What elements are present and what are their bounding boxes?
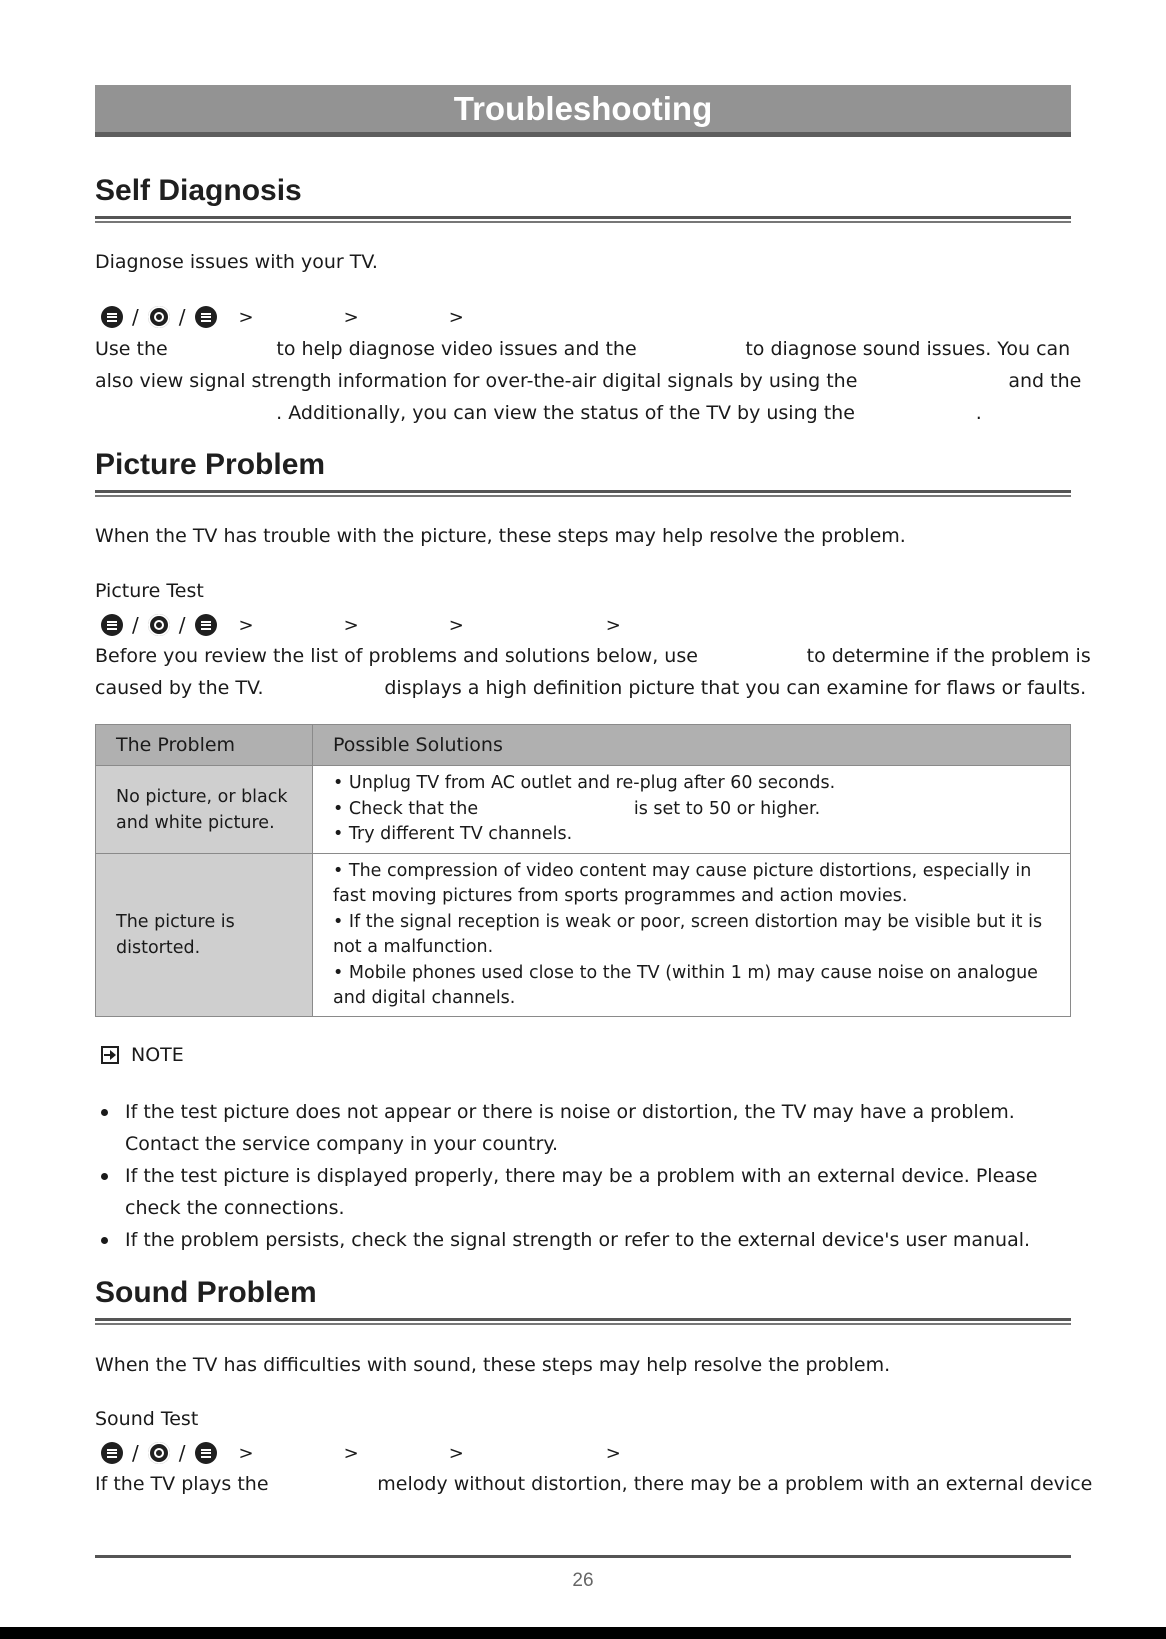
menu-icon (195, 614, 217, 636)
problem-cell: The picture is distorted. (96, 854, 313, 1017)
footer-divider (95, 1555, 1071, 1558)
solution-item: • Check that the is set to 50 or higher. (333, 798, 821, 819)
list-item: If the test picture is displayed properly, there may be a problem with an external device. Please check the connections. (95, 1160, 1071, 1224)
menu-path (95, 1439, 621, 1467)
path-separator: / (132, 1441, 139, 1465)
self-diagnosis-line: . Additionally, you can view the status of the TV by using the . (95, 402, 982, 424)
path-separator: / (178, 613, 186, 637)
section-title-sound-problem: Sound Problem (95, 1276, 317, 1309)
self-diagnosis-intro: Diagnose issues with your TV. (95, 251, 378, 273)
solution-item: • Unplug TV from AC outlet and re-plug after 60 seconds. (333, 773, 836, 794)
menu-icon (101, 1442, 123, 1464)
picture-problem-line: Before you review the list of problems and solutions below, use to determine if the problem is (95, 645, 1091, 667)
list-item: If the test picture does not appear or there is noise or distortion, the TV may have a problem. Contact the service company in your country. (95, 1096, 1071, 1160)
menu-icon (195, 1442, 217, 1464)
menu-path (95, 303, 464, 331)
scan-bottom-edge (0, 1627, 1166, 1639)
settings-gear-icon (148, 614, 170, 636)
path-separator: / (178, 1441, 186, 1465)
picture-test-label: Picture Test (95, 580, 204, 602)
path-separator: / (132, 613, 139, 637)
picture-problem-intro: When the TV has trouble with the picture, these steps may help resolve the problem. (95, 525, 906, 547)
path-arrow: > (343, 306, 359, 328)
table-row (96, 854, 1071, 1017)
path-arrow: > (238, 306, 254, 328)
section-title-picture-problem: Picture Problem (95, 448, 326, 481)
menu-icon (195, 306, 217, 328)
problem-cell: No picture, or black and white picture. (96, 766, 313, 854)
picture-problem-line: caused by the TV. displays a high definition picture that you can examine for flaws or faults. (95, 677, 1087, 699)
solutions-cell (313, 766, 1071, 854)
note-heading (95, 1044, 184, 1066)
note-list (95, 1096, 1071, 1256)
menu-path (95, 611, 621, 639)
path-arrow: > (605, 1442, 621, 1464)
path-arrow: > (448, 614, 464, 636)
section-divider (95, 216, 1071, 224)
sound-problem-intro: When the TV has difficulties with sound, these steps may help resolve the problem. (95, 1354, 891, 1376)
page-number: 26 (572, 1570, 594, 1591)
list-item: If the problem persists, check the signal strength or refer to the external device's user manual. (95, 1224, 1071, 1256)
path-arrow: > (238, 614, 254, 636)
solutions-cell (313, 854, 1071, 1017)
solution-item: • Mobile phones used close to the TV (within 1 m) may cause noise on analogue and digital channels. (333, 962, 1038, 1008)
sound-test-label: Sound Test (95, 1408, 199, 1430)
sound-problem-line: If the TV plays the melody without distortion, there may be a problem with an external device (95, 1473, 1093, 1495)
table-row (96, 766, 1071, 854)
path-arrow: > (605, 614, 621, 636)
solution-item: • If the signal reception is weak or poor, screen distortion may be visible but it is not a malfunction. (333, 911, 1043, 957)
note-arrow-icon (101, 1046, 119, 1064)
section-title-self-diagnosis: Self Diagnosis (95, 174, 302, 207)
solution-item: • The compression of video content may cause picture distortions, especially in fast moving pictures from sports programmes and action movies. (333, 860, 1032, 906)
section-divider (95, 490, 1071, 498)
troubleshooting-table (95, 724, 1071, 1017)
path-arrow: > (343, 1442, 359, 1464)
path-separator: / (132, 305, 139, 329)
self-diagnosis-line: also view signal strength information for over-the-air digital signals by using the and the (95, 370, 1082, 392)
solution-item: • Try different TV channels. (333, 824, 573, 845)
path-arrow: > (448, 306, 464, 328)
menu-icon (101, 306, 123, 328)
table-header-row (96, 725, 1071, 766)
column-header-problem: The Problem (96, 725, 313, 766)
page-title: Troubleshooting (453, 89, 713, 127)
note-label: NOTE (131, 1044, 184, 1066)
column-header-solutions: Possible Solutions (313, 725, 1071, 766)
settings-gear-icon (148, 1442, 170, 1464)
path-arrow: > (448, 1442, 464, 1464)
path-separator: / (178, 305, 186, 329)
path-arrow: > (238, 1442, 254, 1464)
settings-gear-icon (148, 306, 170, 328)
page-banner (95, 85, 1071, 137)
menu-icon (101, 614, 123, 636)
path-arrow: > (343, 614, 359, 636)
self-diagnosis-line: Use the to help diagnose video issues and the to diagnose sound issues. You can (95, 338, 1071, 360)
section-divider (95, 1318, 1071, 1326)
